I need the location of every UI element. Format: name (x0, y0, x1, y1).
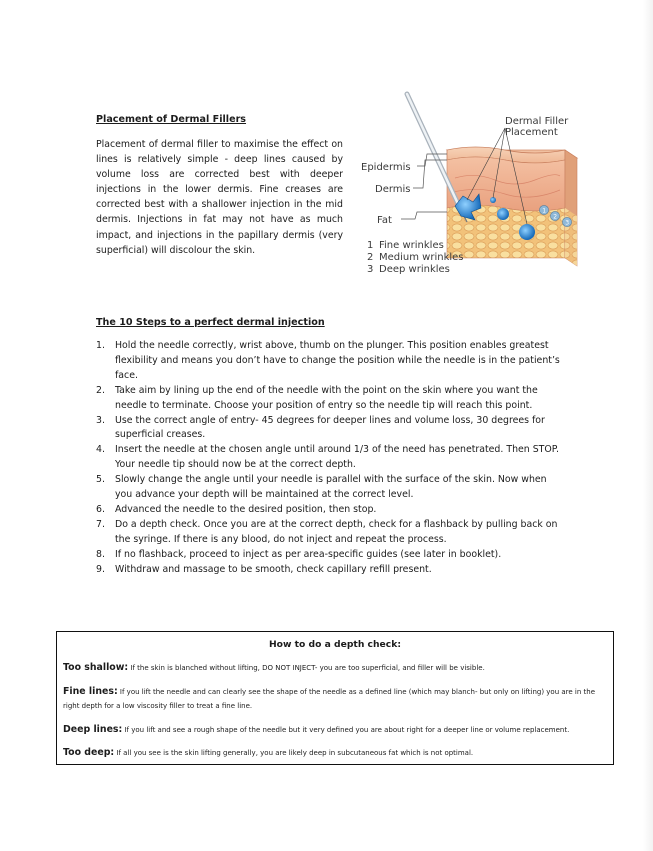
step-item (96, 548, 564, 563)
placement-heading: Placement of Dermal Fillers (96, 114, 247, 125)
legend-3-label: Deep wrinkles (379, 264, 450, 275)
step-item (96, 473, 564, 503)
depth-row-too-deep (63, 746, 608, 760)
marker-1: 1 (542, 207, 547, 215)
placement-paragraph: Placement of dermal filler to maximise the effect on lines is relatively simple - deep lines caused by volume loss are corrected best with deeper injections in the lower dermis. Fine creases are corrected best with a shallower injection in the mid dermis. Injections in fat may not have as much impact, and injections in the papillary dermis (very superficial) will discolour the skin. (96, 139, 343, 256)
step-text: If no flashback, proceed to inject as per area-specific guides (see later in booklet). (115, 548, 502, 560)
step-item (96, 339, 564, 384)
dermal-filler-diagram (355, 88, 587, 284)
step-number: 8. (96, 548, 105, 560)
depth-row-fine-lines (63, 685, 608, 713)
step-number: 4. (96, 444, 105, 456)
label-fat: Fat (377, 215, 392, 226)
label-epidermis: Epidermis (361, 162, 411, 173)
step-text: Take aim by lining up the end of the needle with the point on the skin where you want the needle to terminate. Choose your position of entry so the needle tip will reach this point. (115, 384, 538, 411)
legend-1-label: Fine wrinkles (379, 240, 444, 251)
depth-term: Too deep: (63, 747, 115, 758)
legend-1-num: 1 (367, 240, 374, 251)
step-item (96, 563, 564, 578)
step-number: 3. (96, 414, 105, 426)
step-text: Insert the needle at the chosen angle until around 1/3 of the need has penetrated. Then STOP. Your needle tip should now be at the correct depth. (115, 444, 559, 471)
diagram-title-line2: Placement (505, 127, 558, 138)
label-dermis: Dermis (375, 184, 411, 195)
marker-2: 2 (553, 213, 558, 221)
steps-heading: The 10 Steps to a perfect dermal injection (96, 317, 325, 328)
depth-row-deep-lines (63, 723, 608, 737)
step-text: Withdraw and massage to be smooth, check capillary refill present. (115, 563, 432, 575)
depth-check-box (56, 631, 614, 765)
step-text: Advanced the needle to the desired position, then stop. (115, 503, 377, 515)
legend-3-num: 3 (367, 264, 374, 275)
step-text: Hold the needle correctly, wrist above, thumb on the plunger. This position enables greatest flexibility and means you don’t have to change the position while the needle is in the patient’s face. (115, 340, 560, 381)
step-item (96, 443, 564, 473)
step-text: Slowly change the angle until your needle is parallel with the surface of the skin. Now when you advance your depth will be maintained at the correct level. (115, 474, 547, 501)
step-number: 5. (96, 474, 105, 486)
step-item (96, 503, 564, 518)
steps-list (96, 339, 564, 578)
diagram-title-line1: Dermal Filler (505, 116, 569, 127)
step-number: 9. (96, 563, 105, 575)
depth-row-too-shallow (63, 661, 608, 675)
step-number: 2. (96, 384, 105, 396)
depth-check-title: How to do a depth check: (268, 639, 402, 650)
depth-text: If you lift and see a rough shape of the needle but it very defined you are about right for a deeper line or volume replacement. (122, 726, 570, 734)
legend-2-label: Medium wrinkles (379, 252, 464, 263)
step-text: Do a depth check. Once you are at the correct depth, check for a flashback by pulling back on the syringe. If there is any blood, do not inject and repeat the process. (115, 518, 558, 545)
step-text: Use the correct angle of entry- 45 degrees for deeper lines and volume loss, 30 degrees for superficial creases. (115, 414, 545, 441)
page-edge-shadow (643, 0, 653, 851)
depth-text: If the skin is blanched without lifting, DO NOT INJECT- you are too superficial, and filler will be visible. (128, 664, 485, 672)
legend-2-num: 2 (367, 252, 374, 263)
depth-text: If all you see is the skin lifting generally, you are likely deep in subcutaneous fat which is not optimal. (114, 749, 474, 757)
step-number: 7. (96, 518, 105, 530)
depth-text: If you lift the needle and can clearly see the shape of the needle as a defined line (which may blanch- but only on lifting) you are in the right depth for a low viscosity filler to treat a fine line. (63, 688, 596, 710)
step-item (96, 518, 564, 548)
depth-term: Fine lines: (63, 686, 118, 697)
step-item (96, 384, 564, 414)
step-number: 6. (96, 503, 105, 515)
depth-term: Too shallow: (63, 662, 129, 673)
depth-term: Deep lines: (63, 724, 123, 735)
marker-3: 3 (565, 219, 570, 227)
step-item (96, 414, 564, 444)
step-number: 1. (96, 340, 105, 351)
